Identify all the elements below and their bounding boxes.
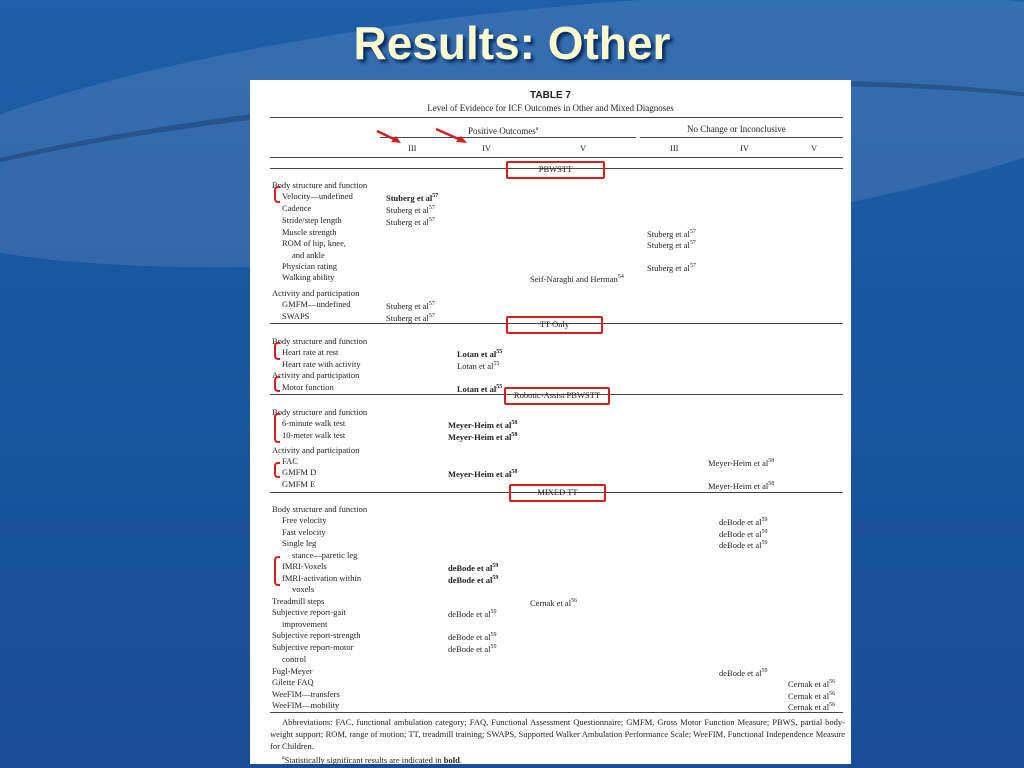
outcome-label: Subjective report-gait — [272, 607, 346, 617]
outcome-label: 10-meter walk test — [282, 430, 346, 440]
level-header: III — [408, 143, 417, 153]
level-header: V — [811, 143, 818, 153]
citation-text: Seif-Naraghi and Herman — [530, 273, 618, 284]
citation-ref: 58 — [511, 420, 518, 426]
section-label: TT Only — [539, 319, 570, 329]
table-number: TABLE 7 — [530, 90, 571, 101]
table-document — [250, 80, 851, 764]
outcome-label: Cadence — [282, 203, 312, 213]
citation-text: Stuberg et al — [386, 300, 429, 311]
citation-ref: 58 — [511, 469, 518, 475]
citation-text: Meyer-Heim et al — [708, 457, 769, 468]
citation-ref: 59 — [761, 668, 768, 674]
citation-ref: 59 — [490, 609, 497, 615]
citation-text: Cernak et al — [788, 690, 830, 701]
citation-text: Stuberg et al — [386, 312, 429, 323]
evidence-citation — [386, 191, 438, 204]
evidence-citation — [457, 382, 502, 395]
outcome-label: Subjective report-strength — [272, 630, 361, 640]
outcome-label: Velocity—undefined — [282, 191, 353, 201]
group-rule-nochange — [640, 137, 843, 138]
red-bracket-annotation — [274, 376, 280, 392]
outcome-label: Stride/step length — [282, 215, 342, 225]
evidence-citation — [457, 359, 499, 372]
citation-ref: 59 — [490, 632, 497, 638]
evidence-citation — [708, 456, 774, 469]
section-highlight-box — [509, 484, 606, 502]
header-positive-outcomes: Positive Outcomes$^a$ — [468, 126, 539, 136]
category-label: Activity and participation — [272, 445, 360, 455]
outcome-label: and ankle — [292, 250, 325, 260]
outcome-label: control — [282, 654, 307, 664]
footnote-significance: $^a$Statistically significant results are indicated in bold. — [282, 754, 462, 765]
citation-text: Cernak et al — [788, 701, 830, 712]
citation-ref: 57 — [432, 193, 439, 199]
citation-text: deBode et al — [719, 539, 762, 550]
citation-ref: 59 — [490, 644, 497, 650]
citation-ref: 59 — [492, 563, 499, 569]
table-top-rule — [270, 117, 843, 118]
citation-text: deBode et al — [448, 562, 493, 573]
citation-ref: 59 — [761, 540, 768, 546]
citation-ref: 55 — [496, 349, 503, 355]
citation-text: deBode et al — [448, 608, 491, 619]
citation-ref: 57 — [689, 240, 696, 246]
outcome-label: SWAPS — [282, 311, 310, 321]
level-header: IV — [482, 143, 491, 153]
evidence-citation — [448, 561, 498, 574]
category-label: Body structure and function — [272, 407, 368, 417]
citation-text: deBode et al — [719, 516, 762, 527]
header-no-change: No Change or Inconclusive — [687, 124, 786, 134]
evidence-citation — [448, 418, 517, 431]
citation-text: deBode et al — [719, 528, 762, 539]
red-bracket-annotation — [274, 186, 280, 203]
citation-ref: 57 — [428, 205, 435, 211]
category-label: Activity and participation — [272, 288, 360, 298]
table-title: Level of Evidence for ICF Outcomes in Other and Mixed Diagnoses — [427, 103, 674, 113]
citation-ref: 59 — [761, 517, 768, 523]
outcome-label: GMFM D — [282, 467, 317, 477]
citation-ref: 57 — [689, 263, 696, 269]
outcome-label: Free velocity — [282, 515, 327, 525]
group-rule-positive — [380, 137, 636, 138]
evidence-citation — [386, 299, 435, 312]
outcome-label: Muscle strength — [282, 227, 337, 237]
evidence-citation — [448, 430, 517, 443]
outcome-label: WeeFIM—mobility — [272, 700, 340, 710]
citation-text: Meyer-Heim et al — [448, 468, 512, 479]
evidence-citation — [647, 238, 696, 251]
evidence-citation — [530, 272, 624, 285]
section-highlight-box — [506, 161, 605, 179]
table-bottom-rule — [270, 712, 843, 713]
section-label: MIXED TT — [537, 487, 578, 497]
outcome-label: WeeFIM—transfers — [272, 689, 340, 699]
category-label: Body structure and function — [272, 180, 368, 190]
outcome-label: fMRI-activation within — [282, 573, 362, 583]
section-label: Robotic-Assist PBWSTT — [513, 390, 601, 400]
evidence-citation — [788, 700, 835, 713]
outcome-label: Walking ability — [282, 272, 335, 282]
section-label: PBWSTT — [538, 164, 573, 174]
citation-text: Stuberg et al — [386, 192, 433, 203]
citation-text: Stuberg et al — [647, 262, 690, 273]
outcome-label: improvement — [282, 619, 328, 629]
citation-text: Meyer-Heim et al — [448, 419, 512, 430]
red-bracket-annotation — [274, 556, 280, 586]
outcome-label: fMRI-Voxels — [282, 561, 327, 571]
citation-ref: 56 — [829, 702, 836, 708]
citation-ref: 57 — [428, 313, 435, 319]
citation-text: Cernak et al — [530, 597, 572, 608]
outcome-label: voxels — [292, 584, 315, 594]
citation-ref: 58 — [768, 481, 775, 487]
outcome-label: stance—paretic leg — [292, 550, 358, 560]
category-label: Body structure and function — [272, 336, 368, 346]
citation-text: Stuberg et al — [647, 239, 690, 250]
citation-text: deBode et al — [448, 574, 493, 585]
outcome-label: Single leg — [282, 538, 317, 548]
evidence-citation — [448, 642, 496, 655]
citation-ref: 59 — [761, 529, 768, 535]
outcome-label: 6-minute walk test — [282, 418, 346, 428]
citation-text: Stuberg et al — [386, 216, 429, 227]
outcome-label: GMFM E — [282, 479, 316, 489]
citation-ref: 54 — [617, 274, 624, 280]
outcome-label: Heart rate with activity — [282, 359, 361, 369]
category-label: Activity and participation — [272, 370, 360, 380]
evidence-citation — [647, 261, 696, 274]
outcome-label: Motor function — [282, 382, 334, 392]
citation-ref: 55 — [496, 384, 503, 390]
slide-title: Results: Other — [353, 17, 671, 69]
outcome-label: Heart rate at rest — [282, 347, 339, 357]
citation-ref: 55 — [493, 361, 500, 367]
citation-ref: 56 — [571, 598, 578, 604]
evidence-citation — [708, 479, 774, 492]
outcome-label: ROM of hip, knee, — [282, 238, 346, 248]
citation-text: Lotan et al — [457, 383, 497, 394]
citation-text: Lotan et al — [457, 360, 494, 371]
citation-text: Stuberg et al — [647, 228, 690, 239]
red-bracket-annotation — [274, 342, 280, 360]
level-header: IV — [740, 143, 749, 153]
evidence-citation — [788, 677, 835, 690]
outcome-label: Subjective report-motor — [272, 642, 354, 652]
citation-ref: 57 — [689, 229, 696, 235]
evidence-citation — [530, 596, 577, 609]
citation-text: Meyer-Heim et al — [708, 480, 769, 491]
citation-ref: 56 — [829, 679, 836, 685]
citation-text: deBode et al — [448, 643, 491, 654]
evidence-citation — [448, 630, 496, 643]
section-highlight-box — [504, 387, 610, 405]
citation-text: Meyer-Heim et al — [448, 431, 512, 442]
citation-ref: 59 — [492, 575, 499, 581]
outcome-label: FAC — [282, 456, 298, 466]
evidence-citation — [448, 607, 496, 620]
evidence-citation — [448, 467, 517, 480]
evidence-citation — [457, 347, 502, 360]
outcome-label: Fast velocity — [282, 527, 326, 537]
red-arrow-annotations — [250, 80, 251, 81]
red-bracket-annotation — [274, 462, 280, 478]
evidence-citation — [386, 215, 435, 228]
citation-text: deBode et al — [719, 667, 762, 678]
citation-text: Stuberg et al — [386, 204, 429, 215]
citation-text: Cernak et al — [788, 678, 830, 689]
citation-ref: 58 — [768, 458, 775, 464]
header-bottom-rule — [270, 157, 843, 158]
evidence-citation — [719, 538, 767, 551]
section-highlight-box — [506, 316, 603, 334]
footnote-abbreviations: Abbreviations: FAC, functional ambulation category; FAQ, Functional Assessment Questionnaire; GMFM, Gross Motor Function Measure; PBWS, partial body-weight support; ROM, range of motion; TT, treadmill training; SWAPS, Supported Walker Ambulation Performance Scale; WeeFIM, Functional Independence Measure for Children. — [270, 717, 845, 751]
evidence-citation — [719, 515, 767, 528]
citation-ref: 57 — [428, 301, 435, 307]
outcome-label: Physician rating — [282, 261, 338, 271]
evidence-citation — [386, 203, 435, 216]
outcome-label: Fugl-Meyer — [272, 666, 313, 676]
citation-ref: 58 — [511, 432, 518, 438]
outcome-label: GMFM—undefined — [282, 299, 351, 309]
citation-ref: 57 — [428, 217, 435, 223]
level-header: V — [580, 143, 587, 153]
level-header: III — [670, 143, 679, 153]
evidence-citation — [386, 311, 435, 324]
citation-ref: 56 — [829, 691, 836, 697]
outcome-label: Treadmill steps — [272, 596, 325, 606]
citation-text: Lotan et al — [457, 348, 497, 359]
outcome-label: Gilette FAQ — [272, 677, 314, 687]
red-bracket-annotation — [274, 413, 280, 443]
category-label: Body structure and function — [272, 504, 368, 514]
citation-text: deBode et al — [448, 631, 491, 642]
evidence-citation — [448, 573, 498, 586]
evidence-citation — [719, 666, 767, 679]
